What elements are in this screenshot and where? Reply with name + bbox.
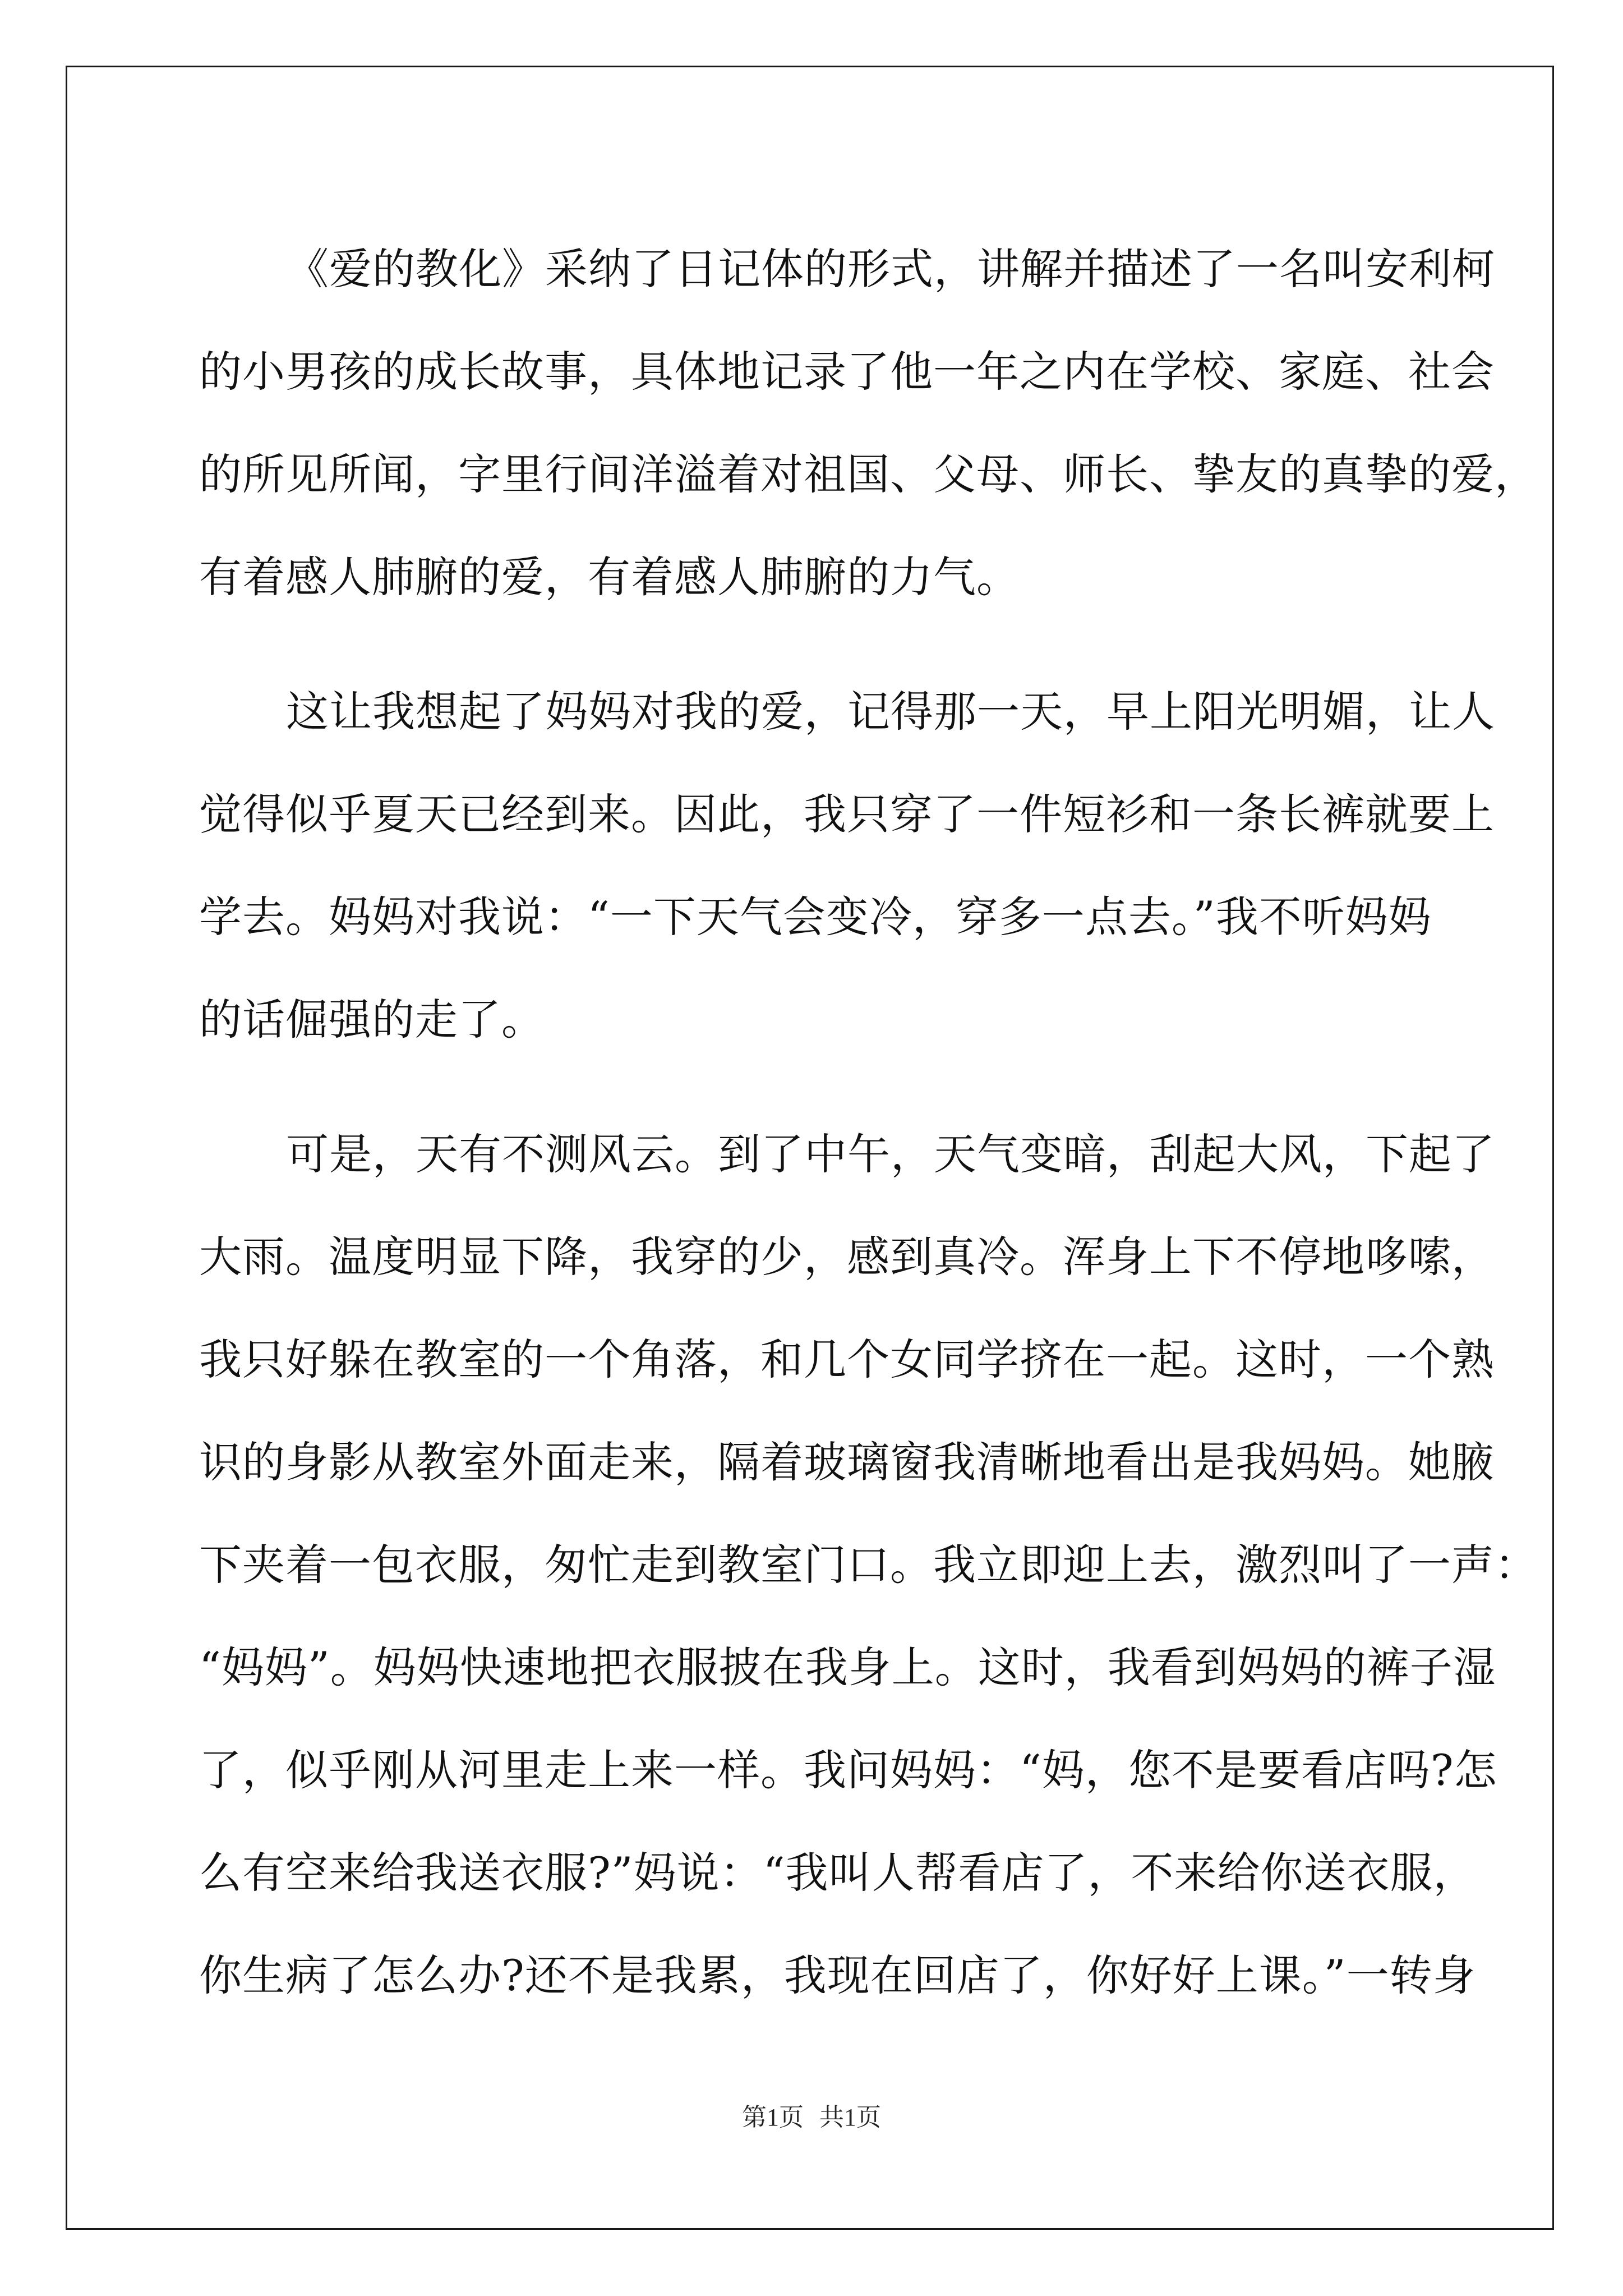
- paragraph-3-line-5: 下夹着一包衣服，匆忙走到教室门口。我立即迎上去，激烈叫了一声：: [199, 1540, 1538, 1590]
- paragraph-2-line-4: 的话倔强的走了。: [199, 995, 545, 1045]
- paragraph-3-line-9: 你生病了怎么办?还不是我累，我现在回店了，你好好上课。”一转身: [199, 1950, 1476, 2000]
- paragraph-2-line-1: 这让我想起了妈妈对我的爱，记得那一天，早上阳光明媚，让人: [286, 687, 1495, 737]
- page-footer: [0, 2097, 1623, 2133]
- paragraph-1-line-3: 的所见所闻，字里行间洋溢着对祖国、父母、师长、挚友的真挚的爱，: [199, 449, 1538, 499]
- paragraph-3-line-2: 大雨。温度明显下降，我穿的少，感到真冷。浑身上下不停地哆嗦，: [199, 1232, 1495, 1282]
- page-total: 共1页: [819, 2104, 881, 2131]
- paragraph-1-line-4: 有着感人肺腑的爱，有着感人肺腑的力气。: [199, 552, 1020, 602]
- paragraph-1-line-2: 的小男孩的成长故事，具体地记录了他一年之内在学校、家庭、社会: [199, 347, 1495, 397]
- document-body: [199, 218, 1538, 2027]
- page-number: 第1页: [742, 2104, 804, 2131]
- paragraph-3-line-7: 了，似乎刚从河里走上来一样。我问妈妈：“妈，您不是要看店吗?怎: [199, 1745, 1497, 1795]
- paragraph-1-line-1: 《爱的教化》采纳了日记体的形式，讲解并描述了一名叫安利柯: [286, 244, 1495, 294]
- paragraph-2-line-2: 觉得似乎夏天已经到来。因此，我只穿了一件短衫和一条长裤就要上: [199, 789, 1495, 839]
- paragraph-3-line-8: 么有空来给我送衣服?”妈说：“我叫人帮看店了，不来给你送衣服，: [199, 1848, 1477, 1898]
- paragraph-3-line-6: “妈妈”。妈妈快速地把衣服披在我身上。这时，我看到妈妈的裤子湿: [199, 1642, 1496, 1692]
- paragraph-3-line-4: 识的身影从教室外面走来，隔着玻璃窗我清晰地看出是我妈妈。她腋: [199, 1437, 1495, 1487]
- paragraph-3-line-3: 我只好躲在教室的一个角落，和几个女同学挤在一起。这时，一个熟: [199, 1335, 1495, 1384]
- paragraph-2-line-3: 学去。妈妈对我说：“一下天气会变冷，穿多一点去。”我不听妈妈: [199, 892, 1432, 942]
- paragraph-3-line-1: 可是，天有不测风云。到了中午，天气变暗，刮起大风，下起了: [286, 1129, 1495, 1179]
